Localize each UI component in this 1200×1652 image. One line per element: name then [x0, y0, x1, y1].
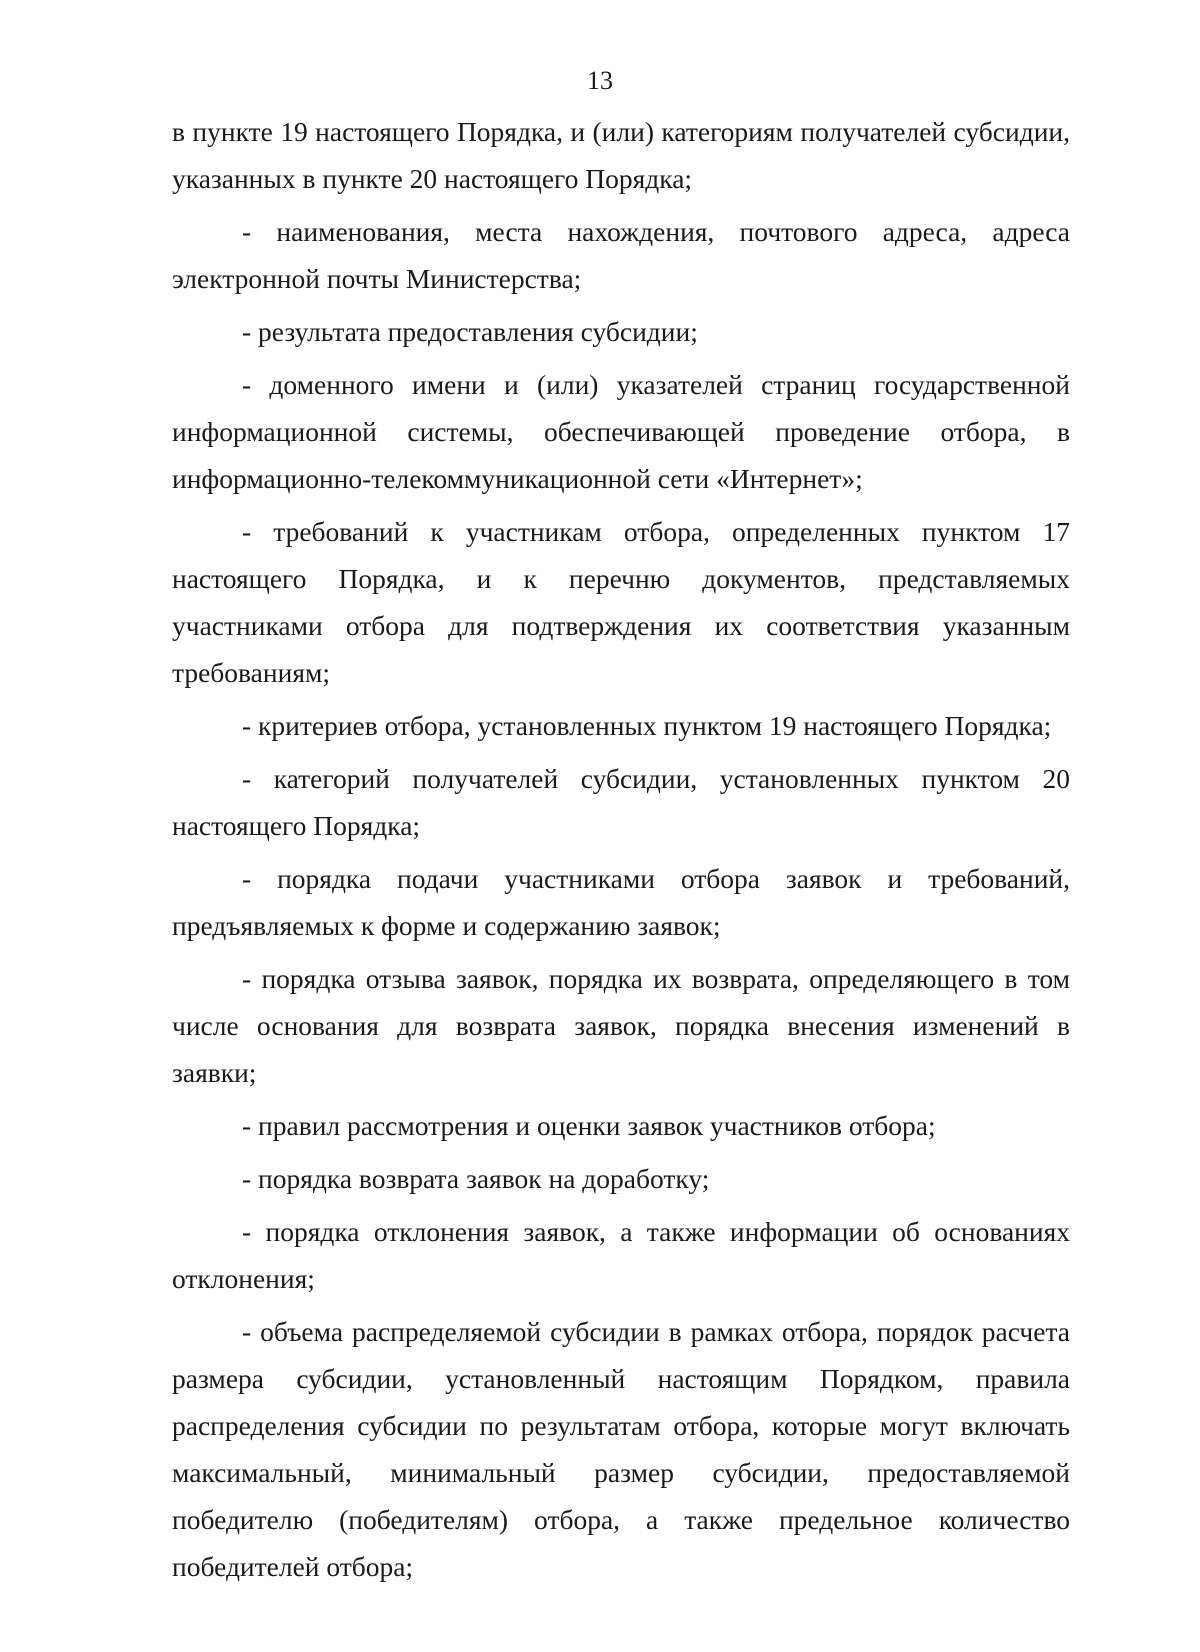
paragraph-list-item: - порядка отзыва заявок, порядка их возврата, определяющего в том числе основания для возврата заявок, порядка внесения изменений в заявки;	[172, 963, 1070, 1088]
paragraph-list-item: - порядка отклонения заявок, а также информации об основаниях отклонения;	[172, 1216, 1070, 1294]
paragraph-list-item: - правил рассмотрения и оценки заявок участников отбора;	[242, 1110, 936, 1141]
paragraph-list-item: - доменного имени и (или) указателей страниц государственной информационной системы, обеспечивающей проведение отбора, в информационно-телекоммуникационной сети «Интернет»;	[172, 369, 1070, 494]
paragraph-continuation: в пункте 19 настоящего Порядка, и (или) категориям получателей субсидии, указанных в пункте 20 настоящего Порядка;	[172, 116, 1070, 194]
paragraph-list-item: - наименования, места нахождения, почтового адреса, адреса электронной почты Министерства;	[172, 216, 1070, 294]
paragraph-list-item: - категорий получателей субсидии, установленных пунктом 20 настоящего Порядка;	[172, 763, 1070, 841]
paragraph-list-item: - требований к участникам отбора, определенных пунктом 17 настоящего Порядка, и к перечню документов, представляемых участниками отбора для подтверждения их соответствия указанным требованиям;	[172, 516, 1070, 688]
paragraph-list-item: - порядка возврата заявок на доработку;	[242, 1163, 710, 1194]
paragraph-list-item: - порядка подачи участниками отбора заявок и требований, предъявляемых к форме и содержанию заявок;	[172, 863, 1070, 941]
page-number: 13	[587, 66, 613, 95]
paragraph-list-item: - объема распределяемой субсидии в рамках отбора, порядок расчета размера субсидии, установленный настоящим Порядком, правила распределения субсидии по результатам отбора, которые могут включать максимальный, минимальный размер субсидии, предоставляемой победителю (победителям) отбора, а также предельное количество победителей отбора;	[172, 1316, 1070, 1582]
paragraph-list-item: - критериев отбора, установленных пунктом 19 настоящего Порядка;	[242, 710, 1052, 741]
paragraph-list-item: - результата предоставления субсидии;	[242, 316, 698, 347]
document-body	[172, 108, 1070, 1590]
